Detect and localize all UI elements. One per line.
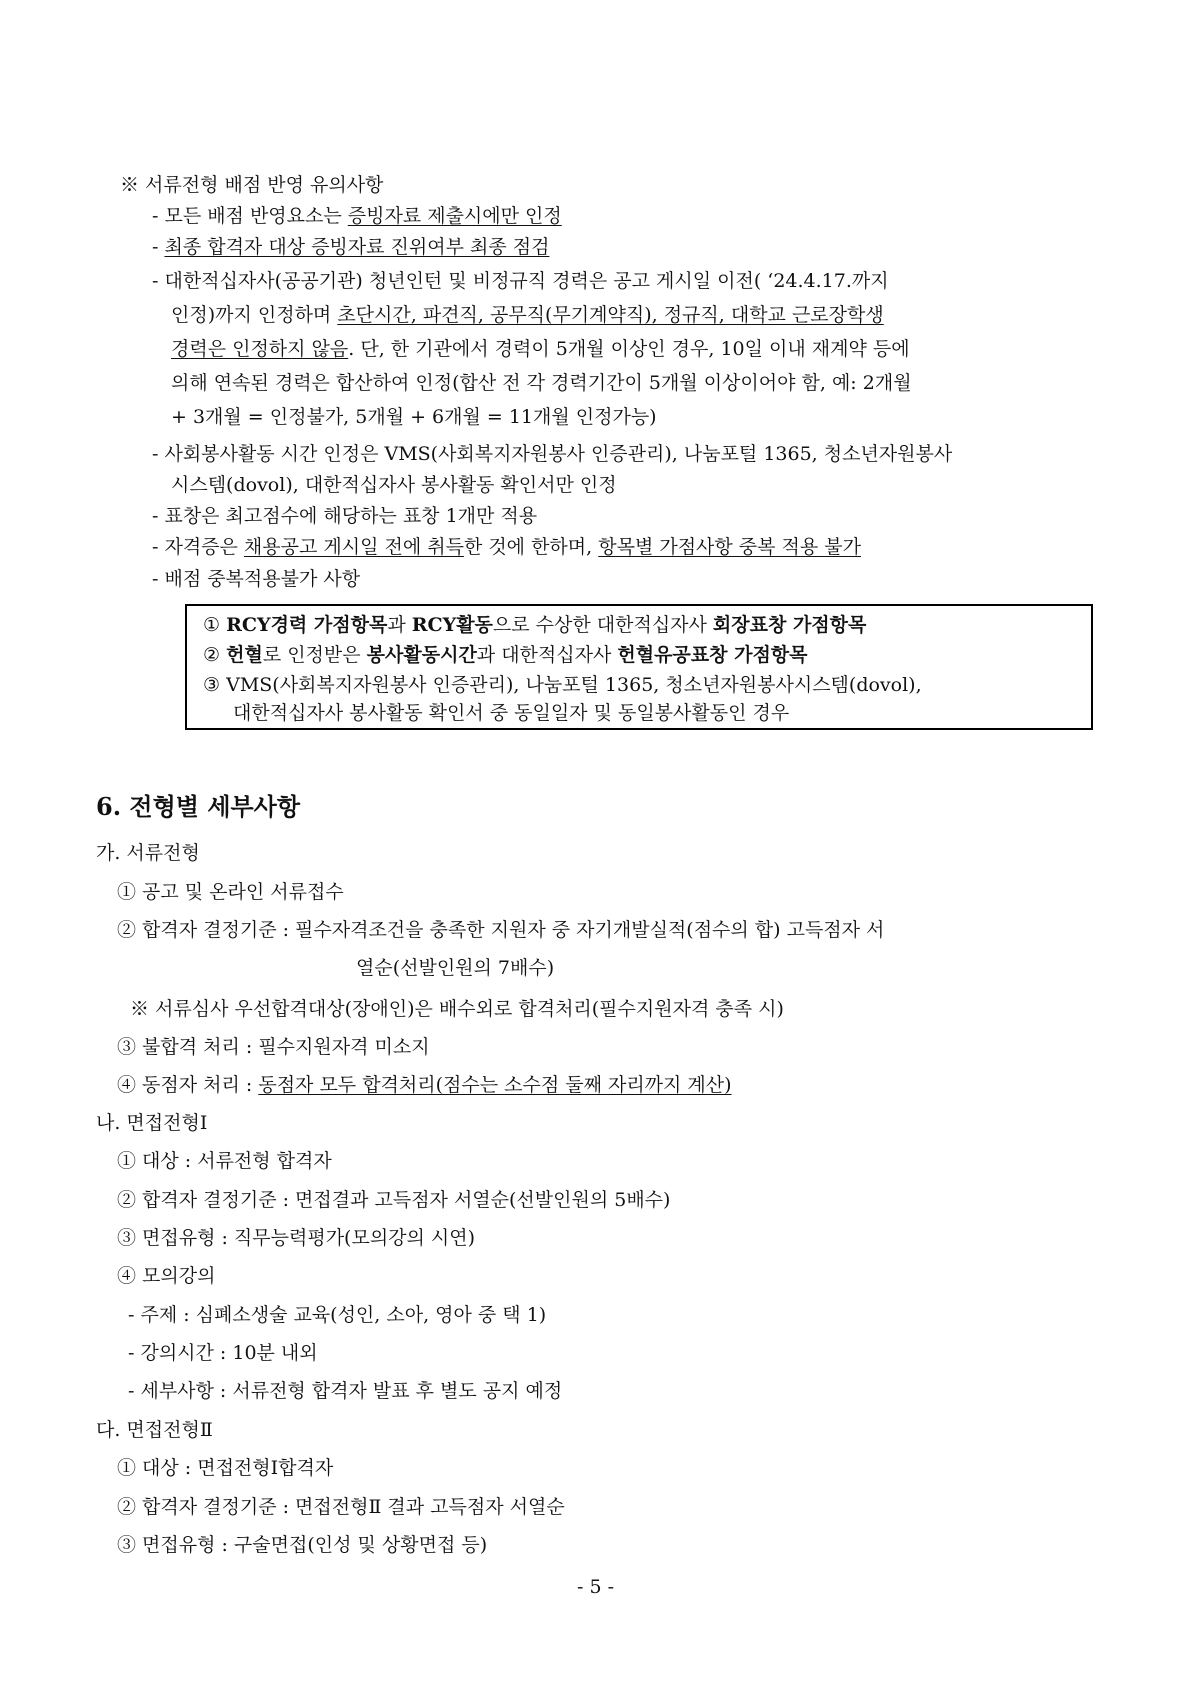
notice-bullet-6-text-a: - 자격증은 [152,536,244,558]
page-number: - 5 - [576,1576,614,1598]
box-item-1 [203,612,866,638]
notice-bullet-3-line-3-underline: 경력은 인정하지 않음 [171,338,349,360]
box-item-2-number: ② [203,644,221,666]
box-item-1-bold-a: RCY경력 가점항목 [226,614,388,636]
ga-item-1: ① 공고 및 온라인 서류접수 [117,881,344,903]
box-item-1-bold-c: RCY활동 [411,614,493,636]
ga-item-4 [117,1072,732,1098]
box-item-2-bold-c: 봉사활동시간 [366,644,477,666]
notice-bullet-3-line-4: 의해 연속된 경력은 합산하여 인정(합산 전 각 경력기간이 5개월 이상이어야 함, 예: 2개월 [171,372,912,394]
da-item-2: ② 합격자 결정기준 : 면접전형Ⅱ 결과 고득점자 서열순 [117,1496,565,1518]
notice-bullet-2 [152,234,549,260]
box-item-3-number: ③ [203,674,221,696]
notice-bullet-1-underline: 증빙자료 제출시에만 인정 [347,205,562,227]
na-item-4-sub-b: - 강의시간 : 10분 내외 [128,1342,318,1364]
subsection-ga-title: 가. 서류전형 [96,842,200,864]
ga-item-2-line-2: 열순(선발인원의 7배수) [356,957,555,979]
subsection-da-title: 다. 면접전형Ⅱ [96,1419,213,1441]
notice-bullet-2-dash: - [152,236,165,258]
notice-bullet-3-line-2-underline: 초단시간, 파견직, 공무직(무기계약직), 정규직, 대학교 근로장학생 [337,304,884,326]
notice-bullet-6 [152,534,861,560]
ga-item-4-text: ④ 동점자 처리 : [117,1074,259,1096]
notice-bullet-6-underline-b: 항목별 가점사항 중복 적용 불가 [598,536,861,558]
notice-bullet-1-text: - 모든 배점 반영요소는 [152,205,348,227]
notice-bullet-3-line-2-text: 인정)까지 인정하며 [171,304,338,326]
ga-note: ※ 서류심사 우선합격대상(장애인)은 배수외로 합격처리(필수지원자격 충족 시) [130,998,784,1020]
na-item-4: ④ 모의강의 [117,1265,216,1287]
notice-bullet-7: - 배점 중복적용불가 사항 [152,568,361,590]
box-item-2 [203,642,808,668]
notice-bullet-6-text-b: 한 것에 한하며, [463,536,599,558]
na-item-1: ① 대상 : 서류전형 합격자 [117,1150,332,1172]
na-item-2: ② 합격자 결정기준 : 면접결과 고득점자 서열순(선발인원의 5배수) [117,1189,671,1211]
box-item-2-bold-a: 헌혈 [226,644,263,666]
box-item-1-bold-e: 회장표창 가점항목 [712,614,867,636]
notice-bullet-6-underline-a: 채용공고 게시일 전에 취득 [243,536,464,558]
da-item-3: ③ 면접유형 : 구술면접(인성 및 상황면접 등) [117,1534,488,1556]
notice-bullet-3-line-3 [171,336,910,362]
da-item-1: ① 대상 : 면접전형Ⅰ합격자 [117,1457,334,1479]
notice-bullet-3-line-3-text: . 단, 한 기관에서 경력이 5개월 이상인 경우, 10일 이내 재계약 등에 [348,338,910,360]
box-item-1-text-b: 과 [387,614,412,636]
notice-bullet-1 [152,203,562,229]
notice-bullet-2-underline: 최종 합격자 대상 증빙자료 진위여부 최종 점검 [164,236,550,258]
subsection-na-title: 나. 면접전형Ⅰ [96,1112,208,1134]
box-item-3-line-2: 대한적십자사 봉사활동 확인서 중 동일일자 및 동일봉사활동인 경우 [233,702,790,724]
box-item-3-text: VMS(사회복지자원봉사 인증관리), 나눔포털 1365, 청소년자원봉사시스템(dovol), [226,674,922,696]
notice-title: ※ 서류전형 배점 반영 유의사항 [120,174,384,196]
notice-bullet-3-line-5: + 3개월 = 인정불가, 5개월 + 6개월 = 11개월 인정가능) [171,406,657,428]
box-item-3-line-1 [203,672,922,698]
box-item-1-number: ① [203,614,221,636]
box-item-2-text-b: 로 인정받은 [262,644,367,666]
notice-bullet-3-line-2 [171,302,884,328]
notice-bullet-5: - 표창은 최고점수에 해당하는 표창 1개만 적용 [152,505,538,527]
notice-bullet-4-line-2: 시스템(dovol), 대한적십자사 봉사활동 확인서만 인정 [171,474,617,496]
ga-item-2-line-1: ② 합격자 결정기준 : 필수자격조건을 충족한 지원자 중 자기개발실적(점수의 합) 고득점자 서 [117,919,885,941]
ga-item-4-underline: 동점자 모두 합격처리(점수는 소수점 둘째 자리까지 계산) [258,1074,732,1096]
na-item-4-sub-a: - 주제 : 심폐소생술 교육(성인, 소아, 영아 중 택 1) [128,1304,547,1326]
na-item-4-sub-c: - 세부사항 : 서류전형 합격자 발표 후 별도 공지 예정 [128,1380,563,1402]
duplicate-rules-box [185,604,1093,730]
ga-item-3: ③ 불합격 처리 : 필수지원자격 미소지 [117,1036,430,1058]
section-title: 6. 전형별 세부사항 [96,792,301,821]
box-item-1-text-d: 으로 수상한 대한적십자사 [492,614,713,636]
box-item-2-bold-e: 헌혈유공표창 가점항목 [617,644,808,666]
na-item-3: ③ 면접유형 : 직무능력평가(모의강의 시연) [117,1227,476,1249]
notice-bullet-4-line-1: - 사회봉사활동 시간 인정은 VMS(사회복지자원봉사 인증관리), 나눔포털 1365, 청소년자원봉사 [152,443,953,465]
box-item-2-text-d: 과 대한적십자사 [476,644,618,666]
notice-bullet-3-line-1: - 대한적십자사(공공기관) 청년인턴 및 비정규직 경력은 공고 게시일 이전( ‘24.4.17.까지 [152,270,889,292]
